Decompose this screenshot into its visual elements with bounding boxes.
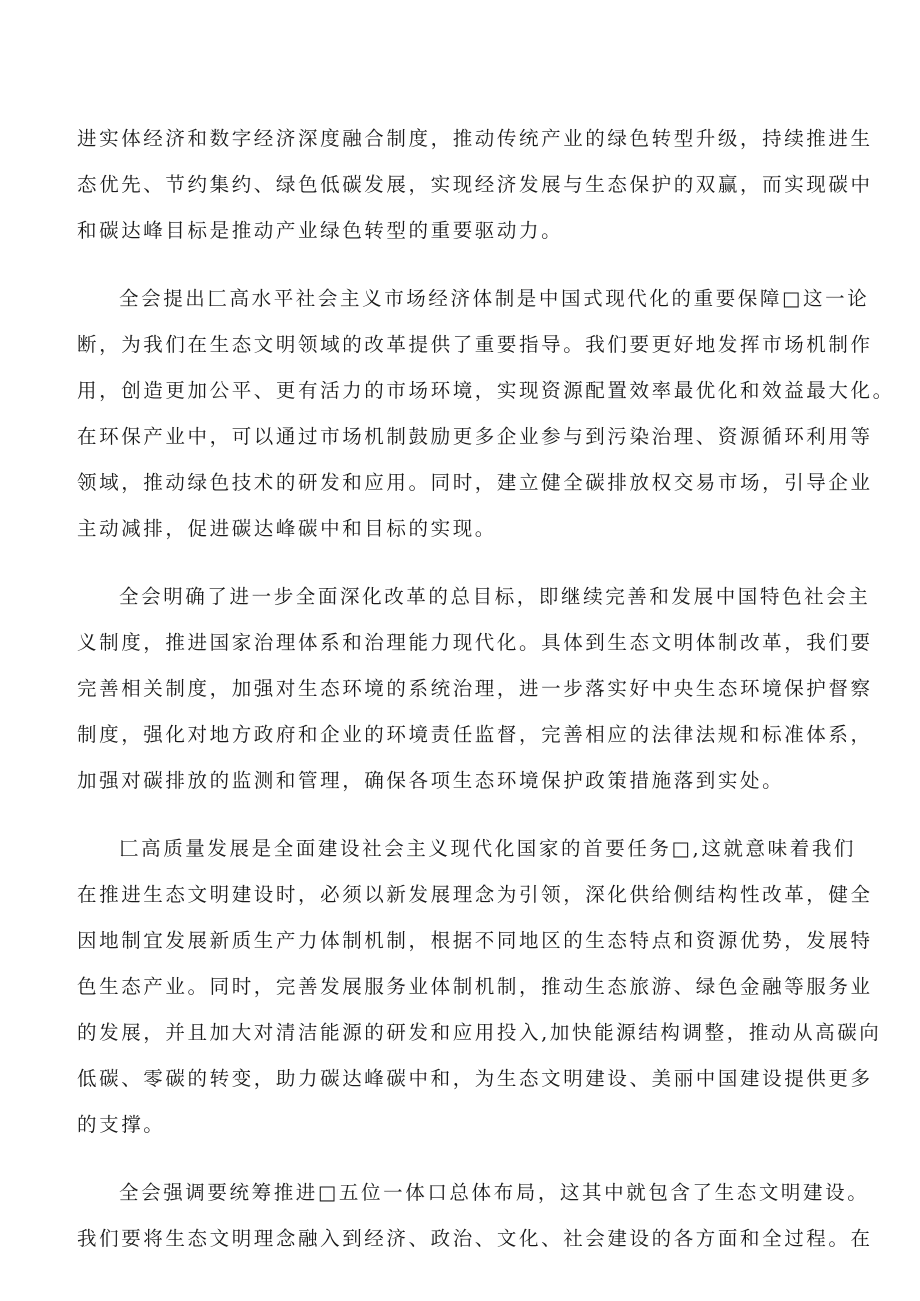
paragraph-4: [77, 826, 883, 1148]
text-line: 色生态产业。同时，完善发展服务业体制机制，推动生态旅游、绿色金融等服务业: [77, 975, 873, 998]
text-line: 的发展，并且加大对清洁能源的研发和应用投入,加快能源结构调整，推动从高碳向: [77, 1021, 882, 1044]
text-line: 领域，推动绿色技术的研发和应用。同时，建立健全碳排放权交易市场，引导企业: [77, 471, 873, 494]
text-line: 匚高质量发展是全面建设社会主义现代化国家的首要任务□,这就意味着我们: [119, 837, 857, 860]
paragraph-5: [77, 1170, 883, 1262]
text-line: 用，创造更加公平、更有活力的市场环境，实现资源配置效率最优化和效益最大化。: [77, 379, 895, 402]
paragraph-3: [77, 574, 883, 804]
text-line: 制度，强化对地方政府和企业的环境责任监督，完善相应的法律法规和标准体系，: [77, 723, 873, 746]
text-line: 加强对碳排放的监测和管理，确保各项生态环境保护政策措施落到实处。: [77, 769, 785, 792]
text-line: 进实体经济和数字经济深度融合制度，推动传统产业的绿色转型升级，持续推进生: [77, 127, 873, 150]
text-line: 因地制宜发展新质生产力体制机制，根据不同地区的生态特点和资源优势，发展特: [77, 929, 873, 952]
text-line: 态优先、节约集约、绿色低碳发展，实现经济发展与生态保护的双赢，而实现碳中: [77, 173, 873, 196]
text-line: 低碳、零碳的转变，助力碳达峰碳中和，为生态文明建设、美丽中国建设提供更多: [77, 1067, 873, 1090]
paragraph-2: [77, 276, 895, 552]
text-line: 断，为我们在生态文明领域的改革提供了重要指导。我们要更好地发挥市场机制作: [77, 333, 873, 356]
text-line: 完善相关制度，加强对生态环境的系统治理，进一步落实好中央生态环境保护督察: [77, 677, 873, 700]
paragraph-1: [77, 116, 883, 254]
text-line: 我们要将生态文明理念融入到经济、政治、文化、社会建设的各方面和全过程。在: [77, 1227, 873, 1250]
text-line: 义制度，推进国家治理体系和治理能力现代化。具体到生态文明体制改革，我们要: [77, 631, 873, 654]
text-line: 在环保产业中，可以通过市场机制鼓励更多企业参与到污染治理、资源循环利用等: [77, 425, 873, 448]
text-line: 全会提出匚高水平社会主义市场经济体制是中国式现代化的重要保障□这一论: [119, 287, 870, 310]
text-line: 在推进生态文明建设时，必须以新发展理念为引领，深化供给侧结构性改革，健全: [77, 883, 873, 906]
text-line: 主动减排，促进碳达峰碳中和目标的实现。: [77, 517, 497, 540]
text-line: 的支撑。: [77, 1113, 166, 1136]
text-line: 全会明确了进一步全面深化改革的总目标，即继续完善和发展中国特色社会主: [119, 585, 871, 608]
document-body: [77, 116, 895, 1284]
text-line: 全会强调要统筹推进□五位一体口总体布局，这其中就包含了生态文明建设。: [119, 1181, 870, 1204]
text-line: 和碳达峰目标是推动产业绿色转型的重要驱动力。: [77, 219, 564, 242]
